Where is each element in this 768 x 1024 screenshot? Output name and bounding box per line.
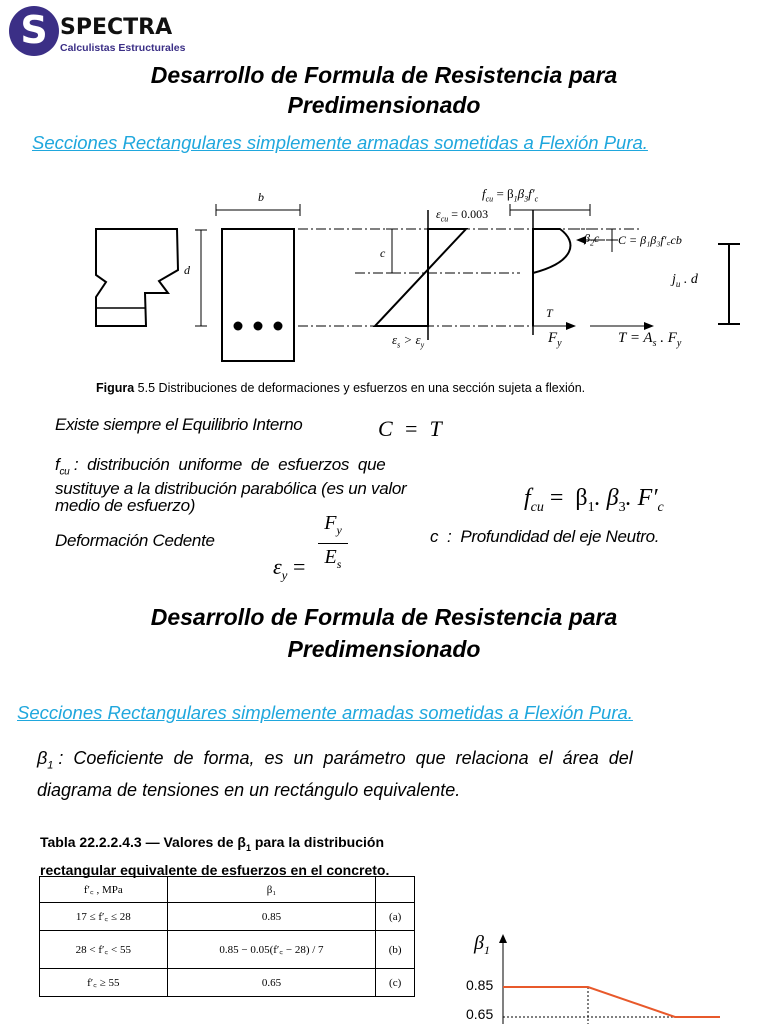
ey-fraction: $F_y$ $E_s$ [318, 510, 348, 577]
T-small-label: T [546, 306, 553, 320]
beta1-graph [460, 930, 760, 1024]
graph-beta1-line [503, 987, 720, 1017]
T-equation-label: $T = A_s$ . $F_y$ [618, 330, 682, 349]
table-cell: 0.85 − 0.05(f′꜀ − 28) / 7 [167, 931, 376, 969]
fcu-equation: $f_{cu} = \beta_1$. $\beta_3$. $F'_c$ [524, 485, 664, 515]
equilibrium-equation: C = T [378, 416, 442, 441]
flexure-diagram [0, 180, 768, 380]
graph-tick-065: 0.65 [466, 1006, 494, 1022]
table-caption: Tabla 22.2.2.4.3 — Valores de $\beta_1$ para la distribución rectangular equivalente de esfuerzos en el concreto. [40, 834, 390, 878]
slide2-subtitle: Secciones Rectangulares simplemente armadas sometidas a Flexión Pura. [17, 702, 633, 723]
graph-tick-085: 0.85 [466, 977, 494, 993]
table-cell: f′꜀ ≥ 55 [40, 969, 168, 997]
deformation-text: Deformación Cedente [55, 531, 215, 550]
graph-ylabel: $\beta_1$ [474, 932, 490, 957]
table-cell: 0.85 [167, 903, 376, 931]
table-row [40, 969, 415, 997]
figure-caption: Figura 5.5 Distribuciones de deformaciones y esfuerzos en una sección sujeta a flexión. [96, 381, 586, 395]
table-header-cell [376, 877, 415, 903]
table-cell: 17 ≤ f′꜀ ≤ 28 [40, 903, 168, 931]
beta1-table [39, 876, 415, 997]
table-cell: 28 < f′꜀ < 55 [40, 931, 168, 969]
ju-d-label: $j_u$ . d [672, 272, 698, 289]
ey-equation: $\varepsilon_y$ = [273, 554, 306, 583]
slide2-title-line2: Predimensionado [287, 636, 481, 662]
table-cell: (a) [376, 903, 415, 931]
table-cell: (b) [376, 931, 415, 969]
beam-profile [96, 229, 178, 326]
logo-letter: S [20, 8, 48, 52]
table-header-cell: β₁ [167, 877, 376, 903]
neutral-axis-text: c : Profundidad del eje Neutro. [430, 527, 660, 546]
C-equation-label: C = β₁β₃f′꜀cb [618, 233, 682, 247]
table-header-cell: f′꜀ , MPa [40, 877, 168, 903]
slide1-title-line1: Desarrollo de Formula de Resistencia para [150, 62, 618, 88]
table-cell: (c) [376, 969, 415, 997]
fcu-description: $f_{cu}$ : distribución uniforme de esfuerzos que sustituye a la distribución parabólica (es un valor medio de esfuerzo) [55, 455, 407, 516]
dim-c-label: c [380, 246, 386, 260]
slide1-title-line2: Predimensionado [287, 92, 481, 118]
fcu-top-label: $f_{cu} = \beta_1\beta_3f'_c$ [482, 186, 539, 204]
slide2-title-line1: Desarrollo de Formula de Resistencia para [150, 604, 618, 630]
table-row [40, 931, 415, 969]
brand-tagline: Calculistas Estructurales [60, 42, 186, 54]
dim-d-label: d [184, 263, 190, 277]
beta2c-label: $\beta_2c$ [584, 231, 600, 248]
dim-b-label: b [258, 190, 264, 204]
beta1-description: $\beta_1$ : Coeficiente de forma, es un parámetro que relaciona el área del diagrama de tensiones en un rectángulo equivalente. [37, 748, 633, 800]
brand-logo [9, 6, 59, 56]
table-row [40, 903, 415, 931]
strain-ecu-label: $\varepsilon_{cu} = 0.003$ [436, 207, 489, 224]
slide1-subtitle: Secciones Rectangulares simplemente armadas sometidas a Flexión Pura. [32, 132, 648, 153]
equilibrium-text: Existe siempre el Equilibrio Interno [55, 415, 303, 434]
table-header-row [40, 877, 415, 903]
strain-es-ey-label: $\varepsilon_s > \varepsilon_y$ [392, 332, 425, 350]
brand-name: SPECTRA [60, 15, 173, 40]
table-cell: 0.65 [167, 969, 376, 997]
Fy-label: $F_y$ [548, 330, 562, 349]
